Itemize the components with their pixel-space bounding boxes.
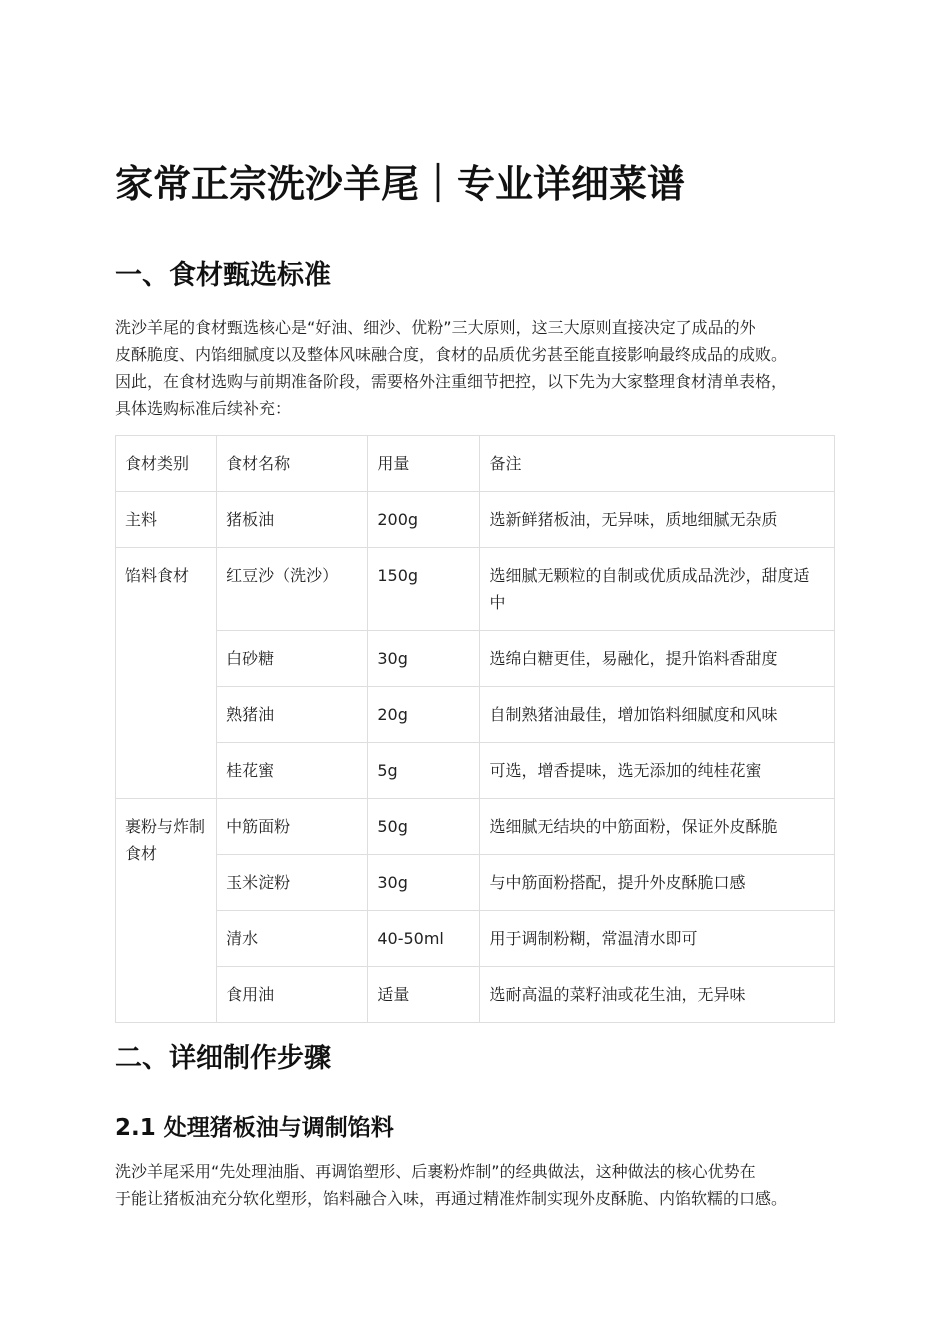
text-line: 洗沙羊尾采用“先处理油脂、再调馅塑形、后裹粉炸制”的经典做法，这种做法的核心优势在 <box>115 1162 756 1181</box>
section2-subheading: 2.1 处理猪板油与调制馅料 <box>115 1115 394 1141</box>
name-cell: 清水 <box>217 911 368 967</box>
header-quantity: 用量 <box>368 436 480 492</box>
name-cell: 熟猪油 <box>217 687 368 743</box>
quantity-cell: 40-50ml <box>368 911 480 967</box>
name-cell: 中筋面粉 <box>217 799 368 855</box>
table-row <box>116 492 835 548</box>
intro-line: 皮酥脆度、内馅细腻度以及整体风味融合度，食材的品质优劣甚至能直接影响最终成品的成败。 <box>115 345 788 364</box>
intro-line: 具体选购标准后续补充： <box>115 399 292 418</box>
table-row <box>116 631 835 687</box>
table-row <box>116 687 835 743</box>
ingredients-table <box>115 435 835 1023</box>
header-category: 食材类别 <box>116 436 217 492</box>
note-cell: 自制熟猪油最佳，增加馅料细腻度和风味 <box>480 687 835 743</box>
table-row <box>116 548 835 631</box>
section2-heading: 二、详细制作步骤 <box>115 1043 331 1074</box>
category-cell: 裹粉与炸制食材 <box>116 799 217 1023</box>
note-cell: 可选，增香提味，选无添加的纯桂花蜜 <box>480 743 835 799</box>
intro-line: 洗沙羊尾的食材甄选核心是“好油、细沙、优粉”三大原则，这三大原则直接决定了成品的外 <box>115 318 756 337</box>
table-row <box>116 967 835 1023</box>
quantity-cell: 150g <box>368 548 480 631</box>
header-name: 食材名称 <box>217 436 368 492</box>
category-cell: 馅料食材 <box>116 548 217 799</box>
note-cell: 选细腻无颗粒的自制或优质成品洗沙，甜度适中 <box>480 548 835 631</box>
name-cell: 玉米淀粉 <box>217 855 368 911</box>
table-row <box>116 911 835 967</box>
note-cell: 与中筋面粉搭配，提升外皮酥脆口感 <box>480 855 835 911</box>
table-header-row <box>116 436 835 492</box>
note-cell: 选绵白糖更佳，易融化，提升馅料香甜度 <box>480 631 835 687</box>
quantity-cell: 200g <box>368 492 480 548</box>
header-note: 备注 <box>480 436 835 492</box>
note-cell: 用于调制粉糊，常温清水即可 <box>480 911 835 967</box>
category-cell: 主料 <box>116 492 217 548</box>
name-cell: 红豆沙（洗沙） <box>217 548 368 631</box>
name-cell: 猪板油 <box>217 492 368 548</box>
name-cell: 白砂糖 <box>217 631 368 687</box>
quantity-cell: 20g <box>368 687 480 743</box>
quantity-cell: 30g <box>368 855 480 911</box>
table-row <box>116 799 835 855</box>
note-cell: 选细腻无结块的中筋面粉，保证外皮酥脆 <box>480 799 835 855</box>
text-line: 于能让猪板油充分软化塑形，馅料融合入味，再通过精准炸制实现外皮酥脆、内馅软糯的口感。 <box>115 1189 788 1208</box>
quantity-cell: 5g <box>368 743 480 799</box>
intro-line: 因此，在食材选购与前期准备阶段，需要格外注重细节把控，以下先为大家整理食材清单表格， <box>115 372 788 391</box>
quantity-cell: 30g <box>368 631 480 687</box>
section1-intro <box>115 314 850 422</box>
section2-text <box>115 1158 850 1212</box>
name-cell: 桂花蜜 <box>217 743 368 799</box>
quantity-cell: 50g <box>368 799 480 855</box>
note-cell: 选耐高温的菜籽油或花生油，无异味 <box>480 967 835 1023</box>
quantity-cell: 适量 <box>368 967 480 1023</box>
note-cell: 选新鲜猪板油，无异味，质地细腻无杂质 <box>480 492 835 548</box>
table-row <box>116 743 835 799</box>
table-row <box>116 855 835 911</box>
page-title: 家常正宗洗沙羊尾｜专业详细菜谱 <box>115 162 686 206</box>
name-cell: 食用油 <box>217 967 368 1023</box>
section1-heading: 一、食材甄选标准 <box>115 260 331 291</box>
